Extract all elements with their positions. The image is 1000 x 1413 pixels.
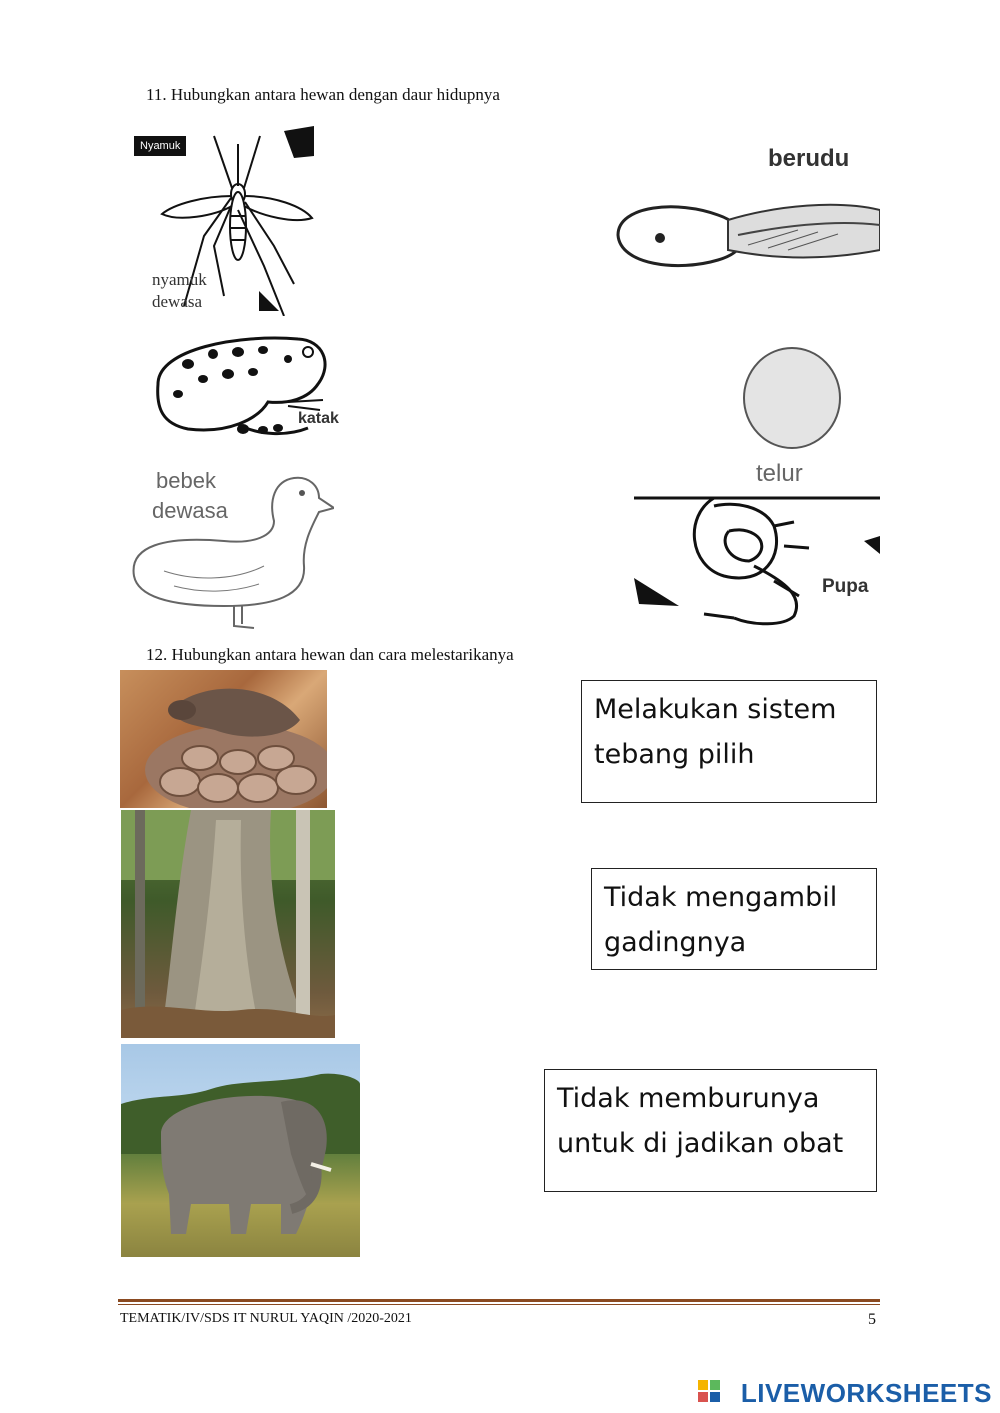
mosquito-tag: Nyamuk — [134, 136, 186, 156]
mosquito-image — [134, 126, 320, 316]
footer-text: TEMATIK/IV/SDS IT NURUL YAQIN /2020-2021 — [120, 1311, 412, 1326]
forest-photo — [121, 810, 335, 1038]
frog-label: katak — [298, 410, 339, 427]
duck-image — [124, 466, 334, 636]
mosquito-label-line2: dewasa — [152, 292, 203, 311]
tadpole-label: berudu — [768, 145, 850, 172]
footer-rule-thin — [118, 1304, 880, 1305]
forest-drawing — [121, 810, 335, 1038]
pupa-label: Pupa — [822, 576, 869, 597]
answer-box-2: Tidak mengambil gadingnya — [591, 868, 877, 970]
footer-rule-thick — [118, 1299, 880, 1302]
frog-image — [148, 324, 348, 444]
pupa-drawing — [634, 486, 880, 632]
egg-label: telur — [756, 460, 803, 487]
egg-image — [720, 346, 860, 496]
liveworksheets-brand[interactable]: LIVEWORKSHEETS — [740, 1378, 992, 1408]
question-12-title: 12. Hubungkan antara hewan dan cara melestarikanya — [146, 645, 514, 664]
duck-label-line1: bebek — [156, 468, 216, 493]
duck-label-line2: dewasa — [152, 498, 228, 523]
answer-box-1: Melakukan sistem tebang pilih — [581, 680, 877, 803]
page-number: 5 — [868, 1311, 876, 1328]
elephant-photo — [121, 1044, 360, 1257]
pangolin-photo — [120, 670, 327, 808]
elephant-drawing — [121, 1044, 360, 1257]
tadpole-drawing — [598, 190, 880, 280]
question-11-title: 11. Hubungkan antara hewan dengan daur hidupnya — [146, 85, 500, 104]
pangolin-drawing — [120, 670, 327, 808]
answer-box-3: Tidak memburunya untuk di jadikan obat — [544, 1069, 877, 1192]
tadpole-image — [598, 140, 880, 280]
liveworksheets-logo-icon — [698, 1380, 720, 1402]
egg-drawing — [720, 346, 860, 456]
mosquito-label-line1: nyamuk — [152, 270, 207, 289]
pupa-image — [634, 486, 880, 632]
